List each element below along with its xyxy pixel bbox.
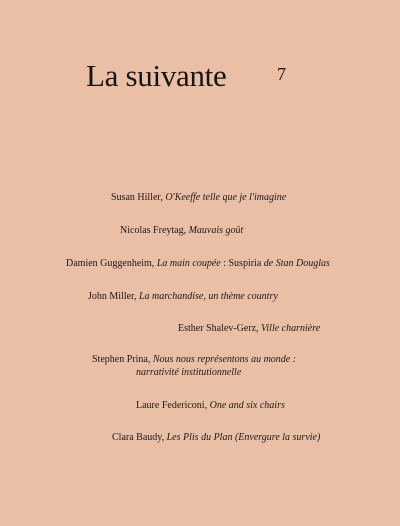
contents-entry bbox=[66, 257, 330, 270]
entry-title: O'Keeffe telle que je l'imagine bbox=[165, 192, 287, 203]
entry-author: Clara Baudy, bbox=[112, 432, 165, 443]
issue-number: 7 bbox=[277, 64, 286, 84]
entry-author: Nicolas Freytag, bbox=[120, 225, 187, 236]
entry-author: Laure Federiconi, bbox=[136, 400, 208, 411]
entry-author: John Miller, bbox=[88, 291, 137, 302]
entry-author: Esther Shalev-Gerz, bbox=[178, 323, 259, 334]
contents-entry bbox=[92, 353, 296, 379]
entry-title: Les Plis du Plan (Envergure la survie) bbox=[166, 432, 321, 443]
entry-author: Damien Guggenheim, bbox=[66, 258, 155, 269]
contents-entry bbox=[120, 224, 243, 237]
entry-author: Stephen Prina, bbox=[92, 354, 151, 365]
contents-entry bbox=[136, 399, 285, 412]
contents-entry bbox=[112, 431, 320, 444]
entry-title-continued: narrativité institutionnelle bbox=[136, 367, 242, 378]
contents-entry bbox=[88, 290, 278, 303]
contents-entry bbox=[111, 191, 286, 204]
entry-title: Nous nous représentons au monde : bbox=[152, 354, 297, 365]
entry-separator: : bbox=[220, 258, 229, 269]
entry-subject: Suspiria bbox=[228, 258, 262, 269]
entry-subject-suffix: de Stan Douglas bbox=[261, 258, 330, 269]
entry-title: La marchandise, un thème country bbox=[139, 291, 278, 302]
entry-title: Mauvais goût bbox=[188, 225, 244, 236]
entry-title: Ville charnière bbox=[261, 323, 321, 334]
entry-title: La main coupée bbox=[156, 258, 221, 269]
contents-entry bbox=[178, 322, 320, 335]
entry-author: Susan Hiller, bbox=[111, 192, 163, 203]
cover-title: La suivante bbox=[86, 58, 227, 93]
entry-title: One and six chairs bbox=[209, 400, 285, 411]
